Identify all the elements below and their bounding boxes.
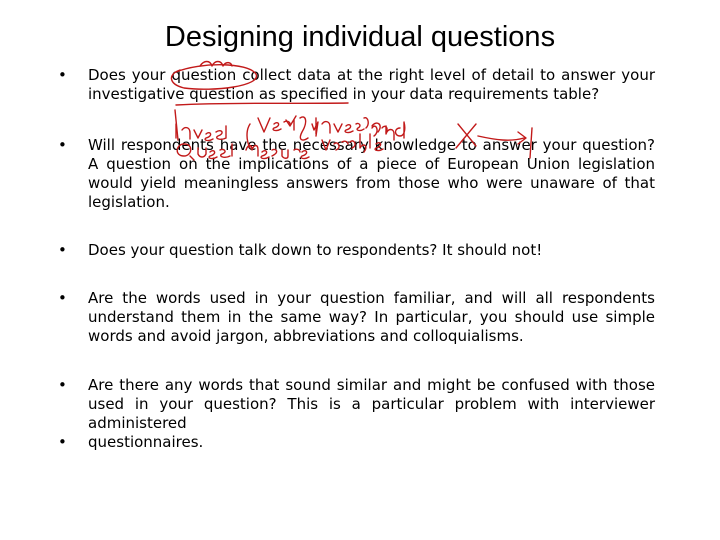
- bullet-dot: •: [58, 136, 67, 154]
- bullet-item: [58, 136, 655, 212]
- bullet-dot: •: [58, 241, 67, 259]
- bullet-item: [58, 66, 655, 104]
- bullet-dot: •: [58, 66, 67, 84]
- bullet-dot: •: [58, 433, 67, 451]
- bullet-dot: •: [58, 376, 67, 394]
- bullet-text: Does your question talk down to respondents? It should not!: [88, 241, 543, 259]
- bullet-item: [58, 241, 655, 260]
- bullet-dot: •: [58, 289, 67, 307]
- bullet-item: [58, 289, 655, 346]
- bullet-item: [58, 433, 655, 452]
- slide-title: Designing individual questions: [164, 21, 556, 53]
- bullet-list: [58, 66, 655, 452]
- bullet-text: Are the words used in your question familiar, and will all respondents understand them in the same way? In particular, you should use simple words and avoid jargon, abbreviations and colloquialisms.: [88, 289, 655, 345]
- bullet-text: Will respondents have the necessary knowledge to answer your question? A question on the implications of a piece of European Union legislation would yield meaningless answers from those who were unaware of that legislation.: [88, 136, 655, 211]
- bullet-item: [58, 376, 655, 433]
- bullet-text: Does your question collect data at the right level of detail to answer your investigative question as specified in your data requirements table?: [88, 66, 655, 103]
- bullet-text: Are there any words that sound similar and might be confused with those used in your question? This is a particular problem with interviewer administered: [88, 376, 655, 432]
- bullet-text: questionnaires.: [88, 433, 204, 451]
